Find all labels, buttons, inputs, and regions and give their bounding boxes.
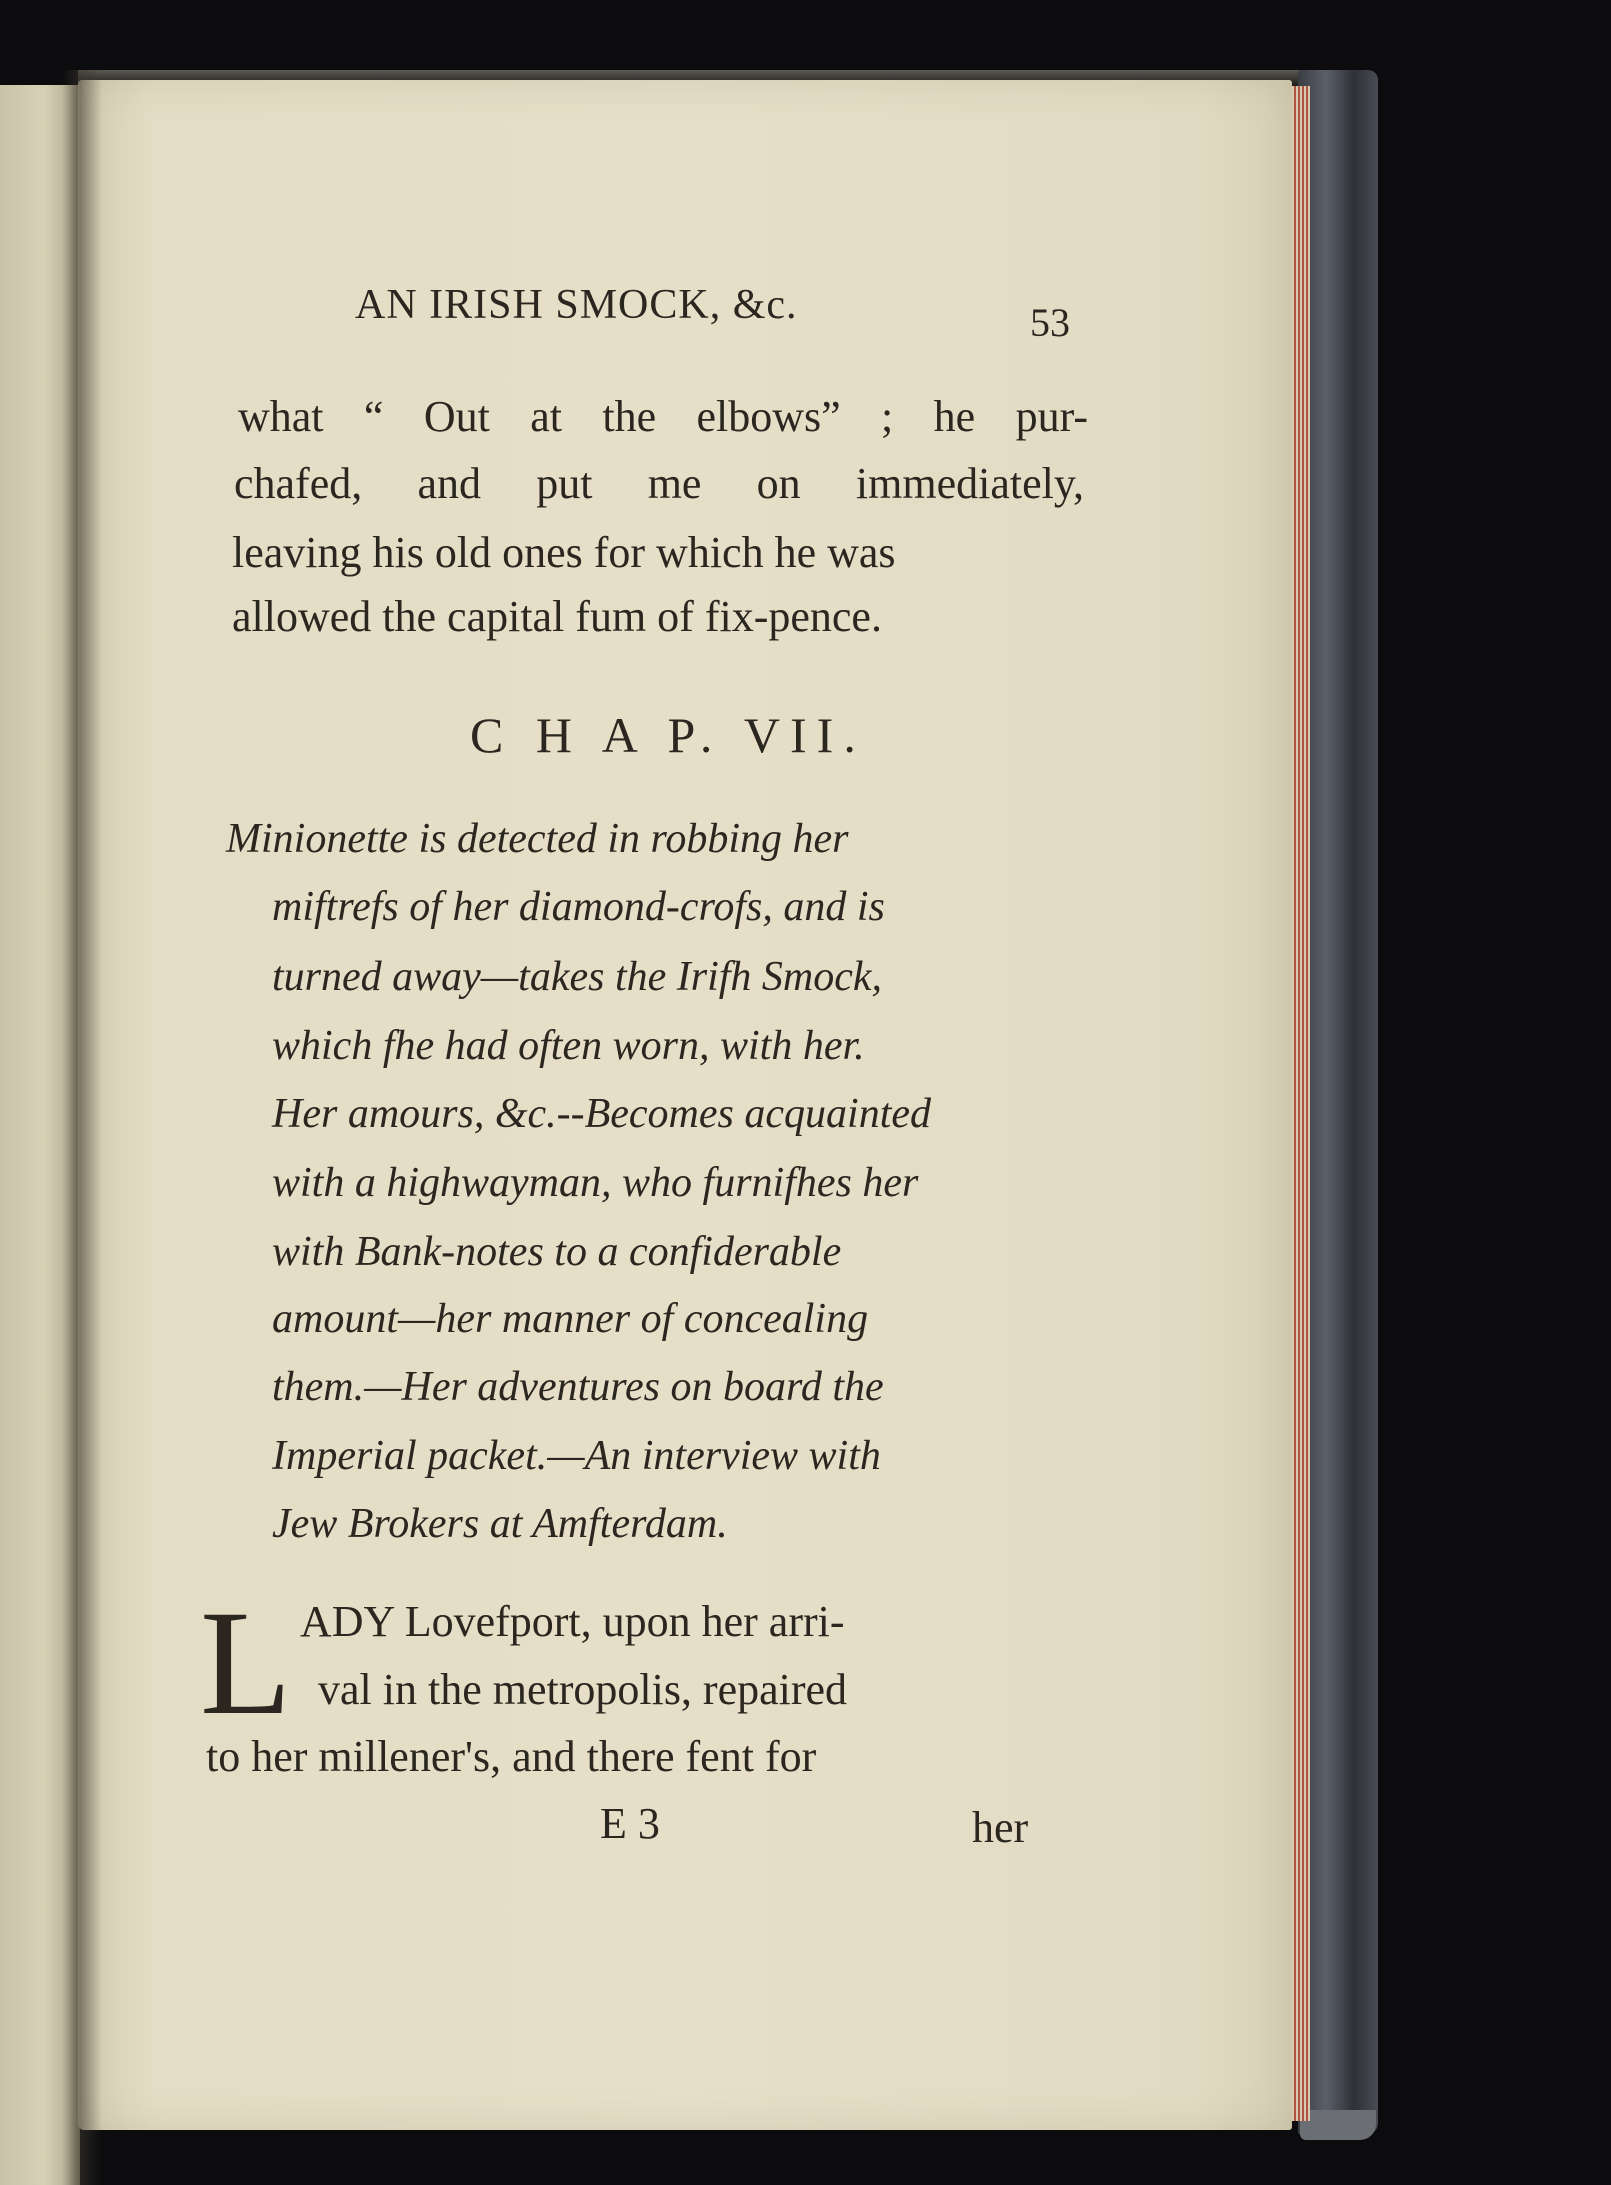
chapter-summary-line: with a highwayman, who furnifhes her — [272, 1160, 919, 1206]
book-cover-corner — [1300, 2110, 1376, 2140]
chapter-heading: C H A P. VII. — [470, 707, 866, 763]
body-line: ADY Lovefport, upon her arri- — [300, 1597, 845, 1646]
drop-cap: L — [200, 1580, 292, 1746]
body-line: val in the metropolis, repaired — [318, 1665, 848, 1714]
catchword: her — [972, 1803, 1029, 1852]
chapter-summary-line: them.—Her adventures on board the — [272, 1364, 884, 1410]
opening-line: chafed, and put me on immediately, — [234, 459, 1084, 508]
signature-mark: E 3 — [600, 1799, 660, 1848]
chapter-summary-line: Her amours, &c.--Becomes acquainted — [272, 1091, 931, 1137]
book-gutter — [62, 70, 102, 2185]
body-line: to her millener's, and there fent for — [206, 1732, 817, 1781]
chapter-summary-line: miftrefs of her diamond-crofs, and is — [272, 884, 885, 930]
chapter-summary-line: Minionette is detected in robbing her — [226, 816, 849, 862]
chapter-summary-line: which fhe had often worn, with her. — [272, 1023, 865, 1069]
opening-line: what “ Out at the elbows” ; he pur- — [238, 392, 1088, 441]
chapter-summary-line: Imperial packet.—An interview with — [272, 1433, 881, 1479]
opening-line: allowed the capital fum of fix-pence. — [232, 592, 882, 641]
show-through-text — [220, 668, 1060, 708]
opening-line: leaving his old ones for which he was — [232, 528, 896, 577]
chapter-summary-line: Jew Brokers at Amfterdam. — [272, 1501, 728, 1547]
running-head: AN IRISH SMOCK, &c. — [355, 282, 798, 328]
book-cover-board — [1298, 70, 1378, 2135]
page-number: 53 — [1030, 300, 1070, 345]
chapter-summary-line: amount—her manner of concealing — [272, 1296, 869, 1342]
chapter-summary-line: turned away—takes the Irifh Smock, — [272, 954, 883, 1000]
chapter-summary-line: with Bank-notes to a confiderable — [272, 1229, 842, 1275]
